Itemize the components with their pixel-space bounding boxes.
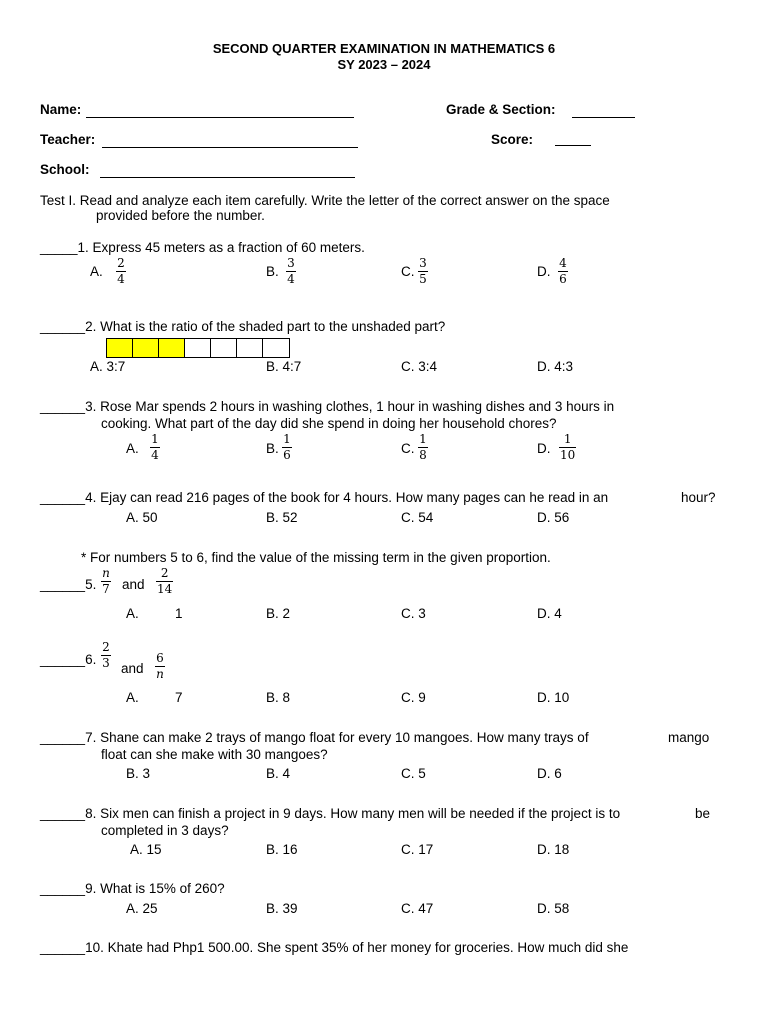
q4-option-d: D. 56 bbox=[537, 510, 570, 525]
q9-option-c: C. 47 bbox=[401, 901, 434, 916]
unshaded-cell bbox=[185, 339, 211, 357]
q7-option-a: B. 3 bbox=[126, 766, 151, 781]
shaded-cell bbox=[107, 339, 133, 357]
q5-option-a-value: 1 bbox=[175, 606, 183, 621]
q3-option-b-letter: B. bbox=[266, 441, 279, 456]
proportion-note: * For numbers 5 to 6, find the value of the missing term in the given proportion. bbox=[81, 550, 551, 565]
shaded-cell bbox=[159, 339, 185, 357]
teacher-field[interactable] bbox=[102, 147, 358, 148]
q2-option-c: C. 3:4 bbox=[401, 359, 438, 374]
school-label: School: bbox=[40, 162, 90, 177]
q6-and: and bbox=[121, 661, 144, 676]
school-field[interactable] bbox=[100, 177, 355, 178]
q5-and: and bbox=[122, 577, 145, 592]
answer-blank[interactable]: ______ bbox=[40, 940, 86, 955]
q1-option-b-letter: B. bbox=[266, 264, 279, 279]
q9-option-a: A. 25 bbox=[126, 901, 158, 916]
q7-option-b: B. 4 bbox=[266, 766, 291, 781]
q5-option-d: D. 4 bbox=[537, 606, 562, 621]
q5-option-b: B. 2 bbox=[266, 606, 291, 621]
question-5 bbox=[40, 576, 96, 593]
instructions-line2: provided before the number. bbox=[96, 208, 265, 223]
answer-blank[interactable]: ______ bbox=[40, 319, 86, 334]
q2-option-d: D. 4:3 bbox=[537, 359, 574, 374]
q6-option-b: B. 8 bbox=[266, 690, 291, 705]
q3-option-a-fraction: 1 4 bbox=[151, 432, 159, 462]
q5-fraction-1: n 7 bbox=[102, 566, 110, 596]
ratio-bar bbox=[106, 338, 290, 358]
q5-option-c: C. 3 bbox=[401, 606, 426, 621]
q3-option-c-fraction: 1 8 bbox=[419, 432, 427, 462]
score-field[interactable] bbox=[555, 145, 591, 146]
school-year: SY 2023 – 2024 bbox=[337, 57, 431, 72]
question-text: 4. Ejay can read 216 pages of the book for 4 hours. How many pages can he read in an bbox=[85, 490, 609, 505]
exam-title: SECOND QUARTER EXAMINATION IN MATHEMATICS 6 bbox=[212, 41, 556, 56]
question-number: 5. bbox=[85, 577, 97, 592]
q1-option-c-fraction: 3 5 bbox=[419, 256, 427, 286]
name-field[interactable] bbox=[86, 117, 354, 118]
answer-blank[interactable]: ______ bbox=[40, 881, 86, 896]
question-9 bbox=[40, 880, 225, 897]
q2-option-a: A. 3:7 bbox=[90, 359, 126, 374]
q5-option-a-letter: A. bbox=[126, 606, 139, 621]
unshaded-cell bbox=[263, 339, 289, 357]
question-7 bbox=[40, 729, 589, 746]
answer-blank[interactable]: ______ bbox=[40, 806, 86, 821]
name-label: Name: bbox=[40, 102, 82, 117]
score-label: Score: bbox=[491, 132, 534, 147]
q7-option-c: C. 5 bbox=[401, 766, 426, 781]
q6-option-a-letter: A. bbox=[126, 690, 139, 705]
q6-option-a-value: 7 bbox=[175, 690, 183, 705]
answer-blank[interactable]: ______ bbox=[40, 730, 86, 745]
grade-section-field[interactable] bbox=[572, 117, 635, 118]
q6-fraction-1: 2 3 bbox=[102, 640, 110, 670]
q8-option-b: B. 16 bbox=[266, 842, 298, 857]
q7-option-d: D. 6 bbox=[537, 766, 562, 781]
q8-option-d: D. 18 bbox=[537, 842, 570, 857]
q3-option-c-letter: C. bbox=[401, 441, 415, 456]
question-7-end: mango bbox=[668, 730, 710, 745]
question-3-line2: cooking. What part of the day did she spend in doing her household chores? bbox=[101, 416, 557, 431]
question-3 bbox=[40, 398, 614, 415]
unshaded-cell bbox=[237, 339, 263, 357]
q8-option-a: A. 15 bbox=[130, 842, 162, 857]
q8-option-c: C. 17 bbox=[401, 842, 434, 857]
answer-blank[interactable]: ______ bbox=[40, 399, 86, 414]
question-text: 10. Khate had Php1 500.00. She spent 35% of her money for groceries. How much did she bbox=[85, 940, 629, 955]
unshaded-cell bbox=[211, 339, 237, 357]
shaded-cell bbox=[133, 339, 159, 357]
answer-blank[interactable]: ______ bbox=[40, 577, 86, 592]
q1-option-a-fraction: 2 4 bbox=[117, 256, 125, 286]
question-text: 7. Shane can make 2 trays of mango float for every 10 mangoes. How many trays of bbox=[85, 730, 589, 745]
answer-blank[interactable]: ______ bbox=[40, 652, 86, 667]
question-text: 2. What is the ratio of the shaded part to the unshaded part? bbox=[85, 319, 446, 334]
q5-fraction-2: 2 14 bbox=[157, 566, 173, 596]
question-4 bbox=[40, 489, 608, 506]
answer-blank[interactable]: _____ bbox=[40, 240, 78, 255]
q4-option-c: C. 54 bbox=[401, 510, 434, 525]
grade-section-label: Grade & Section: bbox=[446, 102, 556, 117]
q1-option-b-fraction: 3 4 bbox=[287, 256, 295, 286]
question-4-end: hour? bbox=[681, 490, 716, 505]
question-8 bbox=[40, 805, 620, 822]
question-10 bbox=[40, 939, 628, 956]
instructions-line1: Test I. Read and analyze each item carefully. Write the letter of the correct answer on the space bbox=[40, 193, 610, 208]
q3-option-d-fraction: 1 10 bbox=[560, 432, 576, 462]
q9-option-b: B. 39 bbox=[266, 901, 298, 916]
q3-option-d-letter: D. bbox=[537, 441, 551, 456]
q3-option-b-fraction: 1 6 bbox=[283, 432, 291, 462]
q1-option-d-fraction: 4 6 bbox=[559, 256, 567, 286]
answer-blank[interactable]: ______ bbox=[40, 490, 86, 505]
question-text: 8. Six men can finish a project in 9 days. How many men will be needed if the project is to bbox=[85, 806, 621, 821]
question-number: 6. bbox=[85, 652, 97, 667]
question-1 bbox=[40, 239, 365, 256]
question-text: 9. What is 15% of 260? bbox=[85, 881, 225, 896]
q6-option-c: C. 9 bbox=[401, 690, 426, 705]
question-8-line2: completed in 3 days? bbox=[101, 823, 229, 838]
q4-option-a: A. 50 bbox=[126, 510, 158, 525]
question-text: 3. Rose Mar spends 2 hours in washing clothes, 1 hour in washing dishes and 3 hours in bbox=[85, 399, 615, 414]
q4-option-b: B. 52 bbox=[266, 510, 298, 525]
q6-fraction-2: 6 n bbox=[156, 651, 164, 681]
question-7-line2: float can she make with 30 mangoes? bbox=[101, 747, 328, 762]
question-8-end: be bbox=[695, 806, 711, 821]
question-6 bbox=[40, 651, 96, 668]
q1-option-d-letter: D. bbox=[537, 264, 551, 279]
teacher-label: Teacher: bbox=[40, 132, 96, 147]
question-2 bbox=[40, 318, 445, 335]
q2-option-b: B. 4:7 bbox=[266, 359, 302, 374]
q3-option-a-letter: A. bbox=[126, 441, 139, 456]
q1-option-a-letter: A. bbox=[90, 264, 103, 279]
q9-option-d: D. 58 bbox=[537, 901, 570, 916]
question-text: 1. Express 45 meters as a fraction of 60 meters. bbox=[77, 240, 365, 255]
q6-option-d: D. 10 bbox=[537, 690, 570, 705]
q1-option-c-letter: C. bbox=[401, 264, 415, 279]
